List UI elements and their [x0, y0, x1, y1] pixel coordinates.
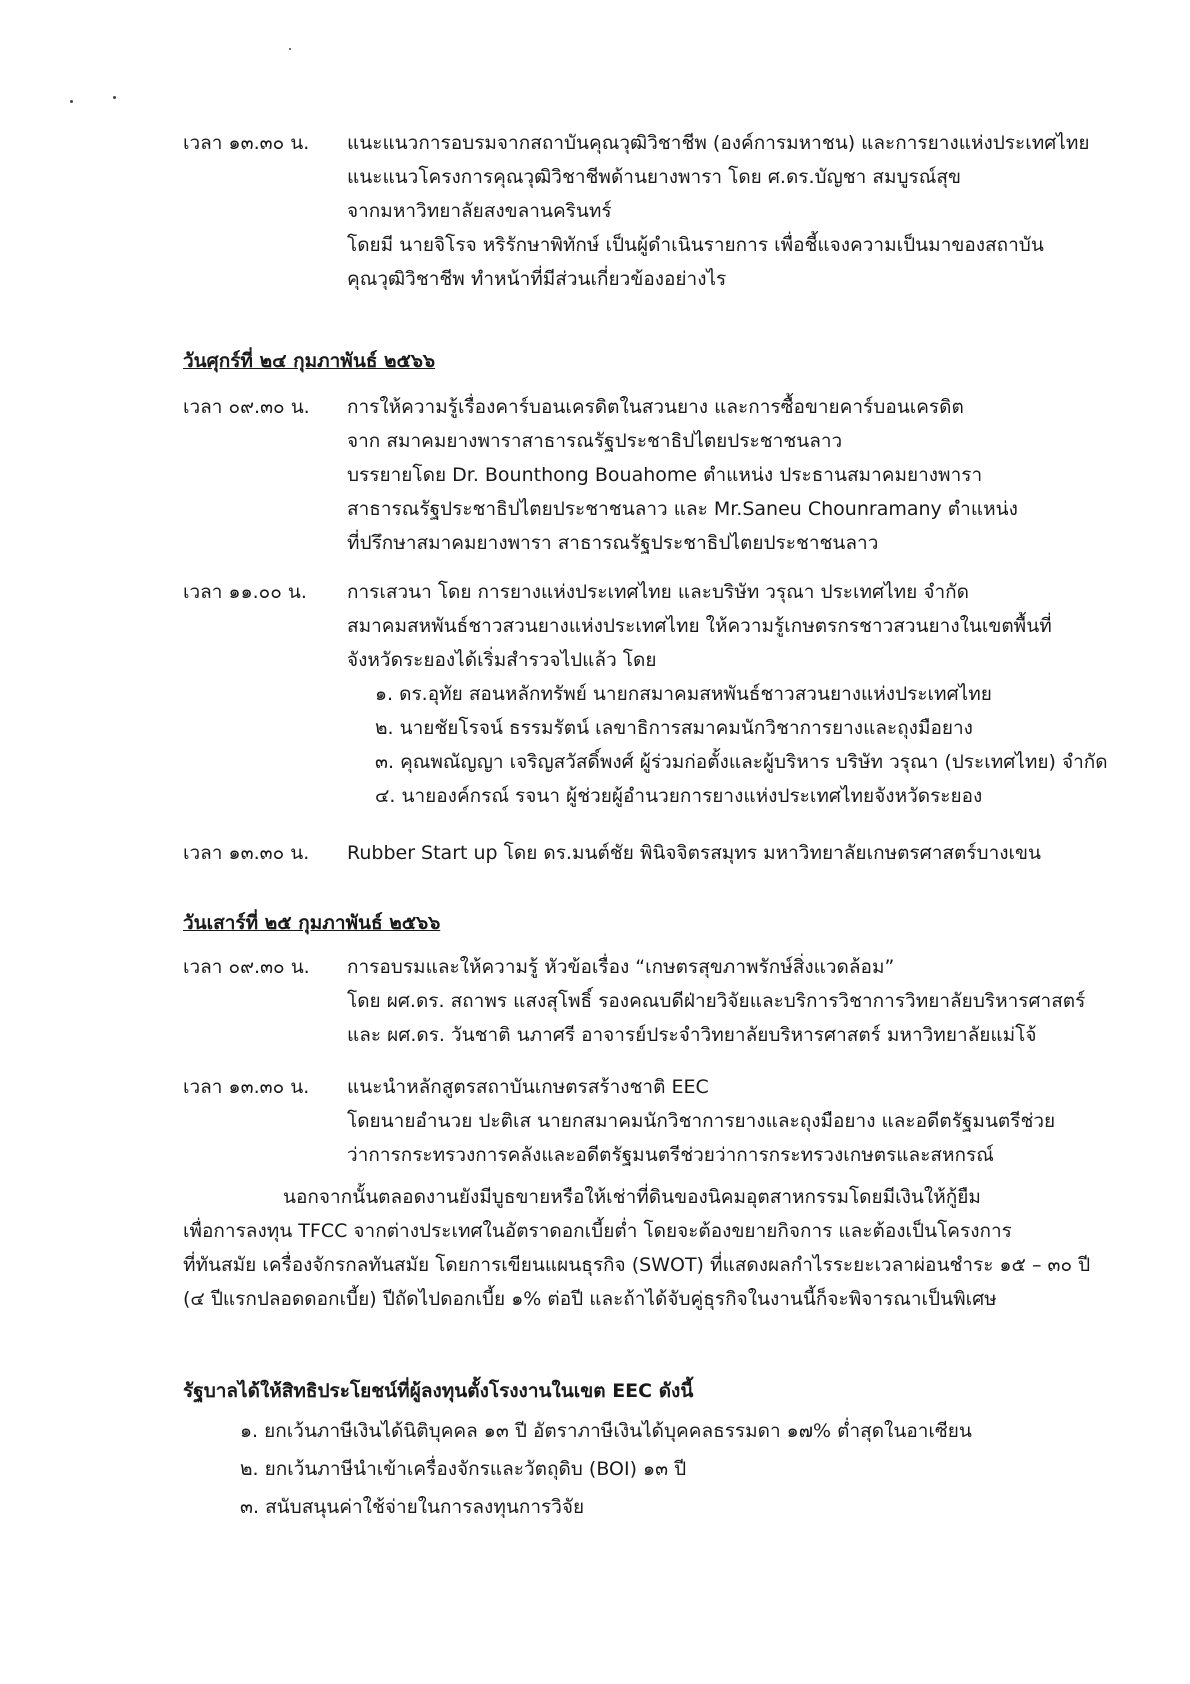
session-line: ว่าการกระทรวงการคลังและอดีตรัฐมนตรีช่วยว่าการกระทรวงเกษตรและสหกรณ์: [347, 1144, 994, 1166]
paragraph-line: (๔ ปีแรกปลอดดอกเบี้ย) ปีถัดไปดอกเบี้ย ๑% ต่อปี และถ้าได้จับคู่ธุรกิจในงานนี้ก็จะพิจารณาเป็นพิเศษ: [183, 1288, 997, 1310]
panelist-item: ๔. นายองค์กรณ์ รจนา ผู้ช่วยผู้อำนวยการยางแห่งประเทศไทยจังหวัดระยอง: [375, 785, 983, 807]
session-line: คุณวุฒิวิชาชีพ ทำหน้าที่มีส่วนเกี่ยวข้องอย่างไร: [347, 268, 727, 290]
session-line: จังหวัดระยองได้เริ่มสำรวจไปแล้ว โดย: [347, 649, 657, 671]
session-line: การเสวนา โดย การยางแห่งประเทศไทย และบริษัท วรุณา ประเทศไทย จำกัด: [347, 581, 969, 603]
panelist-item: ๑. ดร.อุทัย สอนหลักทรัพย์ นายกสมาคมสหพันธ์ชาวสวนยางแห่งประเทศไทย: [375, 683, 992, 705]
session-block: [183, 575, 1130, 813]
benefit-item: ๒. ยกเว้นภาษีนำเข้าเครื่องจักรและวัตถุดิบ (BOI) ๑๓ ปี: [240, 1458, 687, 1480]
benefit-item: ๓. สนับสนุนค่าใช้จ่ายในการลงทุนการวิจัย: [240, 1496, 585, 1518]
session-line: สาธารณรัฐประชาธิปไตยประชาชนลาว และ Mr.Saneu Chounramany ตำแหน่ง: [347, 498, 1018, 520]
session-line: ที่ปรึกษาสมาคมยางพารา สาธารณรัฐประชาธิปไตยประชาชนลาว: [347, 532, 879, 554]
session-line: โดย ผศ.ดร. สถาพร แสงสุโพธิ์ รองคณบดีฝ่ายวิจัยและบริการวิชาการวิทยาลัยบริหารศาสตร์: [347, 990, 1086, 1012]
session-block: [183, 1070, 1130, 1172]
day-heading: วันศุกร์ที่ ๒๔ กุมภาพันธ์ ๒๕๖๖: [183, 350, 436, 372]
scan-speck: [113, 96, 116, 99]
session-line: โดยนายอำนวย ปะติเส นายกสมาคมนักวิชาการยางและถุงมือยาง และอดีตรัฐมนตรีช่วย: [347, 1110, 1056, 1132]
session-line: โดยมี นายจิโรจ หริรักษาพิทักษ์ เป็นผู้ดำเนินรายการ เพื่อชี้แจงความเป็นมาของสถาบัน: [347, 234, 1044, 256]
benefit-item: ๑. ยกเว้นภาษีเงินได้นิติบุคคล ๑๓ ปี อัตราภาษีเงินได้บุคคลธรรมดา ๑๗% ต่ำสุดในอาเซียน: [240, 1420, 972, 1442]
panelist-item: ๓. คุณพณัญญา เจริญสวัสดิ์พงศ์ ผู้ร่วมก่อตั้งและผู้บริหาร บริษัท วรุณา (ประเทศไทย) จำกัด: [375, 751, 1108, 773]
session-time: เวลา ๑๓.๓๐ น.: [183, 1076, 310, 1098]
investment-paragraph: [183, 1180, 1130, 1316]
session-line: บรรยายโดย Dr. Bounthong Bouahome ตำแหน่ง ประธานสมาคมยางพารา: [347, 464, 983, 486]
session-time: เวลา ๑๑.๐๐ น.: [183, 581, 307, 603]
paragraph-line: นอกจากนั้นตลอดงานยังมีบูธขายหรือให้เช่าที่ดินของนิคมอุตสาหกรรมโดยมีเงินให้กู้ยืม: [283, 1186, 981, 1208]
session-line: จาก สมาคมยางพาราสาธารณรัฐประชาธิปไตยประชาชนลาว: [347, 430, 843, 452]
panelist-item: ๒. นายชัยโรจน์ ธรรมรัตน์ เลขาธิการสมาคมนักวิชาการยางและถุงมือยาง: [375, 717, 973, 739]
benefits-title: รัฐบาลได้ให้สิทธิประโยชน์ที่ผู้ลงทุนตั้งโรงงานในเขต EEC ดังนี้: [183, 1380, 694, 1402]
session-time: เวลา ๐๙.๓๐ น.: [183, 396, 310, 418]
paragraph-line: เพื่อการลงทุน TFCC จากต่างประเทศในอัตราดอกเบี้ยต่ำ โดยจะต้องขยายกิจการ และต้องเป็นโครงการ: [183, 1220, 1012, 1242]
session-line: แนะแนวการอบรมจากสถาบันคุณวุฒิวิชาชีพ (องค์การมหาชน) และการยางแห่งประเทศไทย: [347, 132, 1090, 154]
session-line: แนะแนวโครงการคุณวุฒิวิชาชีพด้านยางพารา โดย ศ.ดร.บัญชา สมบูรณ์สุข: [347, 166, 961, 188]
session-line: แนะนำหลักสูตรสถาบันเกษตรสร้างชาติ EEC: [347, 1076, 709, 1098]
scan-speck: [289, 48, 291, 50]
session-line: Rubber Start up โดย ดร.มนต์ชัย พินิจจิตรสมุทร มหาวิทยาลัยเกษตรศาสตร์บางเขน: [347, 842, 1041, 864]
session-time: เวลา ๑๓.๓๐ น.: [183, 842, 310, 864]
session-time: เวลา ๑๓.๓๐ น.: [183, 132, 310, 154]
session-block: [183, 836, 1130, 870]
session-block: [183, 390, 1130, 560]
session-line: และ ผศ.ดร. วันชาติ นภาศรี อาจารย์ประจำวิทยาลัยบริหารศาสตร์ มหาวิทยาลัยแม่โจ้: [347, 1024, 1037, 1046]
paragraph-line: ที่ทันสมัย เครื่องจักรกลทันสมัย โดยการเขียนแผนธุรกิจ (SWOT) ที่แสดงผลกำไรระยะเวลาผ่อนชำระ ๑๕ – ๓๐ ปี: [183, 1254, 1091, 1276]
session-time: เวลา ๐๙.๓๐ น.: [183, 956, 310, 978]
session-line: การอบรมและให้ความรู้ หัวข้อเรื่อง “เกษตรสุขภาพรักษ์สิ่งแวดล้อม”: [347, 956, 895, 978]
session-block: [183, 126, 1130, 296]
session-block: [183, 950, 1130, 1052]
day-heading: วันเสาร์ที่ ๒๕ กุมภาพันธ์ ๒๕๖๖: [183, 912, 441, 934]
session-line: การให้ความรู้เรื่องคาร์บอนเครดิตในสวนยาง และการซื้อขายคาร์บอนเครดิต: [347, 396, 964, 418]
scan-speck: [70, 100, 73, 103]
session-line: สมาคมสหพันธ์ชาวสวนยางแห่งประเทศไทย ให้ความรู้เกษตรกรชาวสวนยางในเขตพื้นที่: [347, 615, 1052, 637]
session-line: จากมหาวิทยาลัยสงขลานครินทร์: [347, 200, 612, 222]
